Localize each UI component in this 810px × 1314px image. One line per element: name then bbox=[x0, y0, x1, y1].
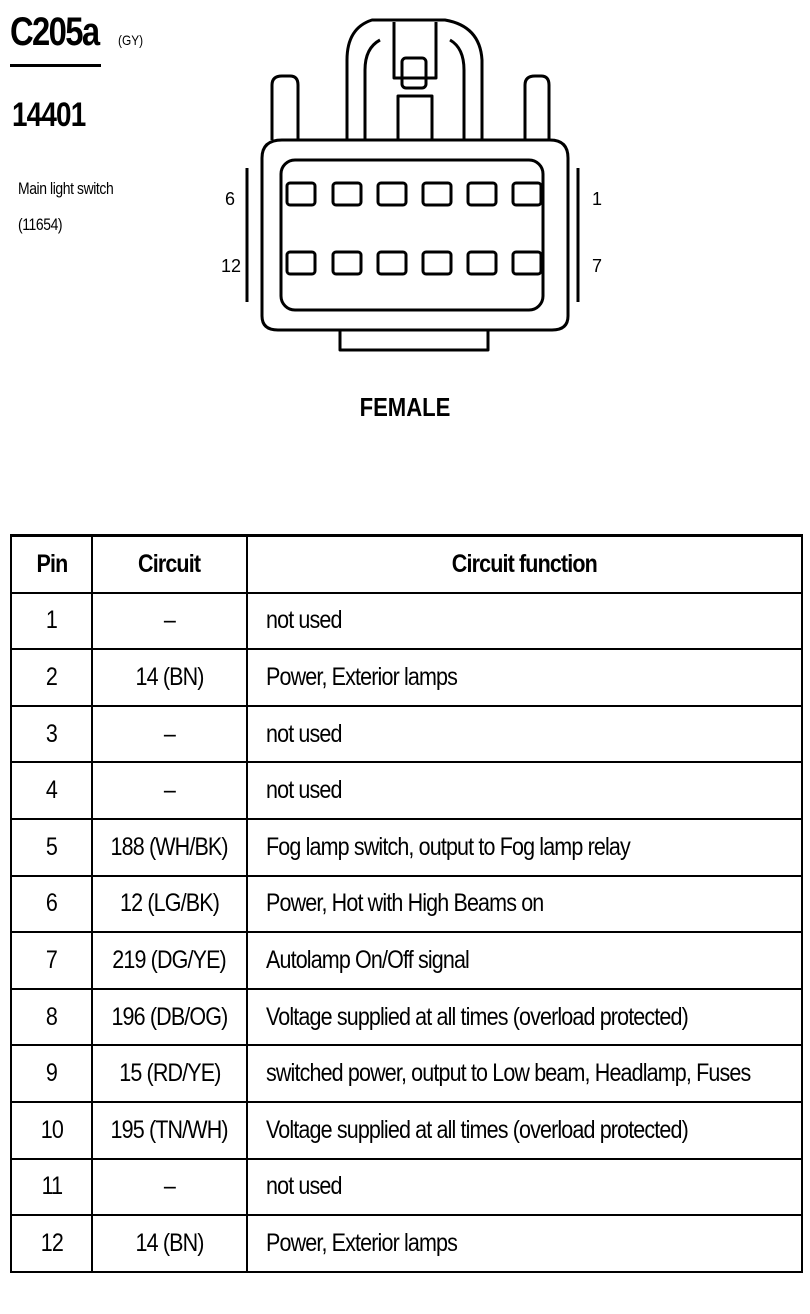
table-row bbox=[11, 932, 802, 989]
connector-latch-inner-left bbox=[365, 40, 380, 140]
connector-cavity bbox=[281, 160, 543, 310]
circuit-cell: 195 (TN/WH) bbox=[92, 1102, 247, 1159]
pin-cavity bbox=[287, 252, 315, 274]
function-cell: Power, Exterior lamps bbox=[247, 649, 802, 706]
pin-cell: 2 bbox=[11, 649, 92, 706]
pin-cavity bbox=[287, 183, 315, 205]
component-name: Main light switch bbox=[18, 179, 114, 198]
circuit-cell: 14 (BN) bbox=[92, 1215, 247, 1272]
pin-cell: 5 bbox=[11, 819, 92, 876]
table-header-row bbox=[11, 536, 802, 593]
pin-cavity bbox=[378, 183, 406, 205]
pin-label-top-left: 6 bbox=[225, 189, 236, 209]
connector-latch-tab bbox=[402, 58, 426, 88]
pin-cell: 4 bbox=[11, 762, 92, 819]
function-cell: not used bbox=[247, 593, 802, 650]
pin-cell: 7 bbox=[11, 932, 92, 989]
pin-cell: 9 bbox=[11, 1045, 92, 1102]
table-row bbox=[11, 1159, 802, 1216]
function-cell: Power, Hot with High Beams on bbox=[247, 876, 802, 933]
pin-cell: 3 bbox=[11, 706, 92, 763]
connector-color: (GY) bbox=[118, 32, 144, 48]
circuit-cell: 12 (LG/BK) bbox=[92, 876, 247, 933]
connector-id: C205a bbox=[10, 10, 99, 54]
pin-cell: 6 bbox=[11, 876, 92, 933]
pin-cavity bbox=[333, 252, 361, 274]
pin-label-top-right: 1 bbox=[592, 189, 603, 209]
connector-bottom-tab bbox=[340, 330, 488, 350]
connector-left-post bbox=[272, 76, 298, 140]
circuit-cell: 14 (BN) bbox=[92, 649, 247, 706]
connector-diagram bbox=[0, 0, 810, 380]
table-row bbox=[11, 819, 802, 876]
circuit-cell: 188 (WH/BK) bbox=[92, 819, 247, 876]
connector-latch-stem bbox=[398, 96, 432, 140]
header-circuit-function: Circuit function bbox=[247, 536, 802, 593]
circuit-cell: – bbox=[92, 706, 247, 763]
pin-cell: 11 bbox=[11, 1159, 92, 1216]
pin-cavity bbox=[513, 252, 541, 274]
connector-latch-slot bbox=[394, 22, 436, 78]
circuit-cell: – bbox=[92, 593, 247, 650]
circuit-cell: 196 (DB/OG) bbox=[92, 989, 247, 1046]
function-cell: not used bbox=[247, 706, 802, 763]
table-row bbox=[11, 1215, 802, 1272]
pin-cavity bbox=[468, 252, 496, 274]
function-cell: switched power, output to Low beam, Headlamp, Fuses bbox=[247, 1045, 802, 1102]
function-cell: Fog lamp switch, output to Fog lamp relay bbox=[247, 819, 802, 876]
gender-label: FEMALE bbox=[359, 392, 451, 422]
table-row bbox=[11, 706, 802, 763]
circuit-cell: 15 (RD/YE) bbox=[92, 1045, 247, 1102]
pin-cell: 8 bbox=[11, 989, 92, 1046]
connector-right-post bbox=[525, 76, 549, 140]
component-code: (11654) bbox=[18, 215, 63, 234]
circuit-cell: – bbox=[92, 762, 247, 819]
pin-label-bottom-left: 12 bbox=[221, 256, 242, 276]
table-row bbox=[11, 1045, 802, 1102]
pin-cavity bbox=[378, 252, 406, 274]
header-circuit: Circuit bbox=[92, 536, 247, 593]
pin-cell: 1 bbox=[11, 593, 92, 650]
pin-cell: 10 bbox=[11, 1102, 92, 1159]
table-row bbox=[11, 593, 802, 650]
function-cell: not used bbox=[247, 762, 802, 819]
table-row bbox=[11, 1102, 802, 1159]
connector-latch-outer bbox=[347, 20, 482, 140]
function-cell: Autolamp On/Off signal bbox=[247, 932, 802, 989]
circuit-cell: – bbox=[92, 1159, 247, 1216]
part-number: 14401 bbox=[12, 96, 86, 134]
function-cell: Power, Exterior lamps bbox=[247, 1215, 802, 1272]
table-row bbox=[11, 989, 802, 1046]
pin-cavity bbox=[468, 183, 496, 205]
connector-latch-inner-right bbox=[450, 40, 464, 140]
pin-label-bottom-right: 7 bbox=[592, 256, 603, 276]
circuit-cell: 219 (DG/YE) bbox=[92, 932, 247, 989]
table-row bbox=[11, 649, 802, 706]
table-row bbox=[11, 876, 802, 933]
connector-body bbox=[262, 140, 568, 330]
pin-cell: 12 bbox=[11, 1215, 92, 1272]
header-pin: Pin bbox=[11, 536, 92, 593]
pinout-table bbox=[10, 534, 803, 1273]
pin-cavity bbox=[333, 183, 361, 205]
pin-cavity bbox=[423, 252, 451, 274]
pin-cavity bbox=[423, 183, 451, 205]
function-cell: not used bbox=[247, 1159, 802, 1216]
function-cell: Voltage supplied at all times (overload protected) bbox=[247, 1102, 802, 1159]
function-cell: Voltage supplied at all times (overload protected) bbox=[247, 989, 802, 1046]
table-row bbox=[11, 762, 802, 819]
pin-cavity bbox=[513, 183, 541, 205]
